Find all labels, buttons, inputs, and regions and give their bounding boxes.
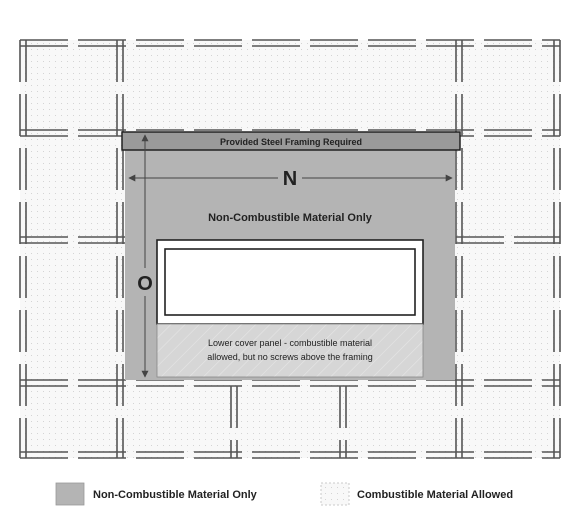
non-combustible-zone-label: Non-Combustible Material Only xyxy=(208,212,372,224)
lower-cover-panel xyxy=(157,324,423,377)
dimension-o-label: O xyxy=(137,273,153,295)
steel-framing-label: Provided Steel Framing Required xyxy=(219,137,363,147)
lower-panel-label-line1: Lower cover panel - combustible material xyxy=(207,338,373,348)
legend-label-combustible: Combustible Material Allowed xyxy=(357,489,514,501)
legend-swatch-non-combustible xyxy=(56,483,84,505)
legend-label-non-combustible: Non-Combustible Material Only xyxy=(93,489,257,501)
dimension-n-label: N xyxy=(282,168,298,190)
lower-panel-label-line2: allowed, but no screws above the framing xyxy=(207,352,373,362)
legend-swatch-combustible xyxy=(321,483,349,505)
fireplace-opening xyxy=(165,249,415,315)
legend xyxy=(56,483,513,505)
